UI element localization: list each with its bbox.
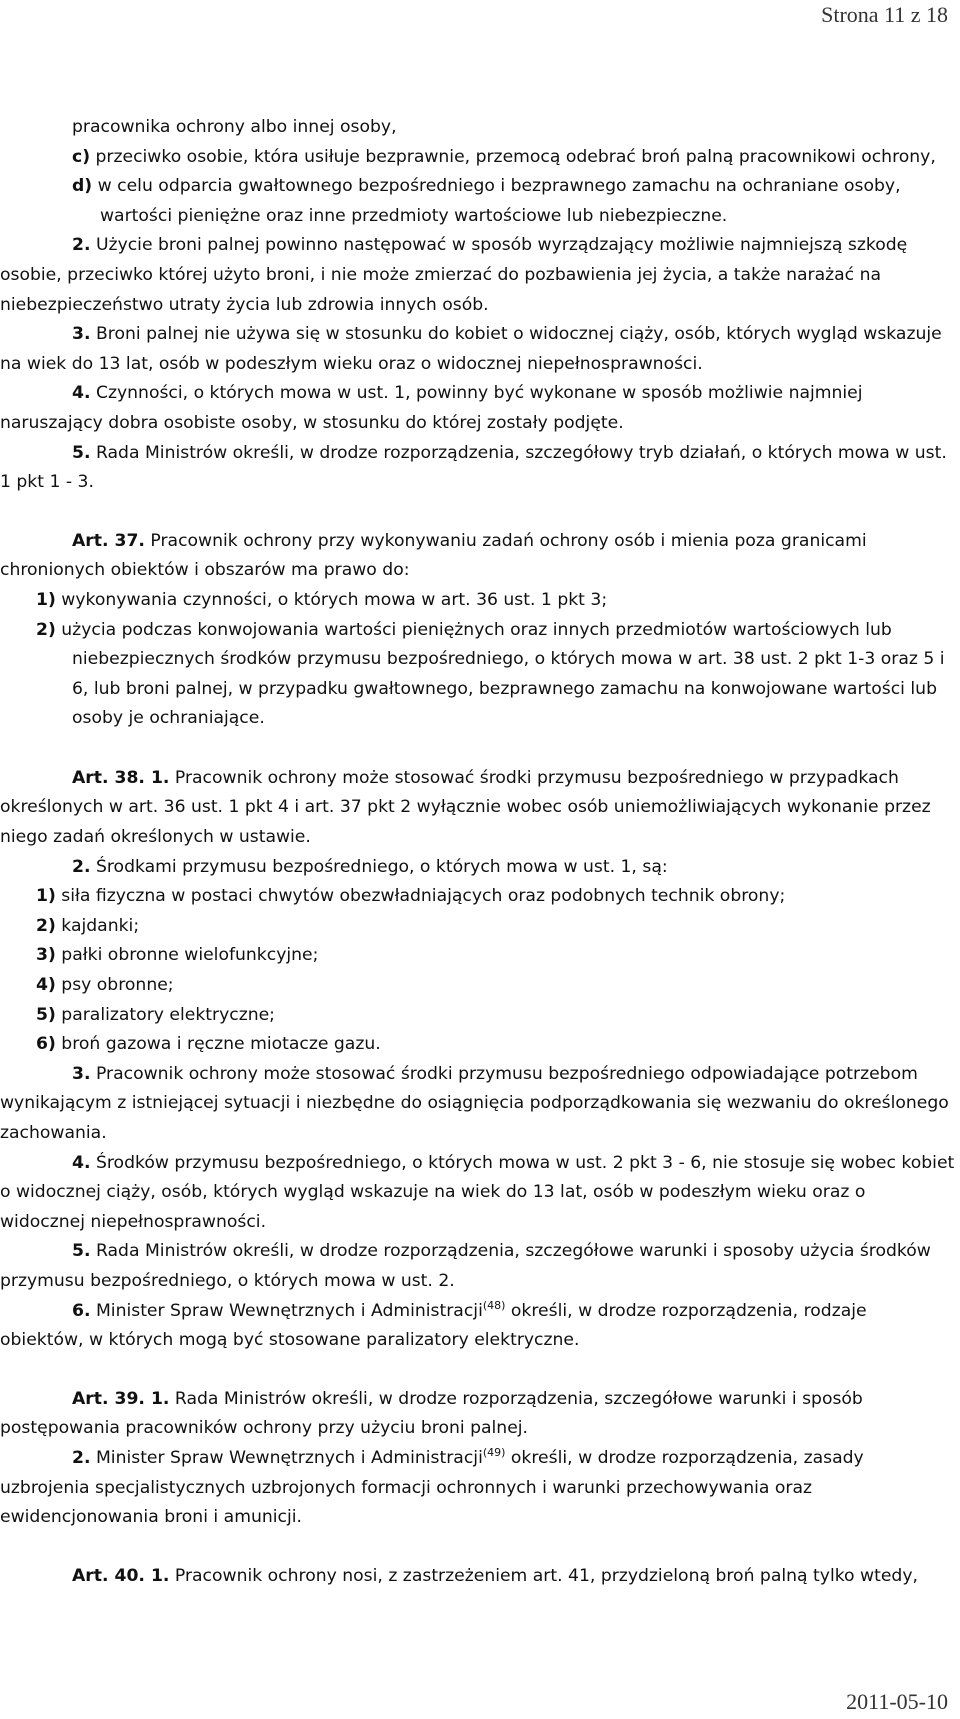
paragraph	[0, 1297, 955, 1356]
item-marker: 1)	[36, 886, 56, 907]
paragraph	[0, 113, 955, 143]
paragraph-text: określi, w drodze rozporządzenia, zasady uzbrojenia specjalistycznych uzbrojonych formacji ochronnych i warunki przechowywania oraz ewidencjonowania broni i amunicji.	[0, 1447, 864, 1528]
item-text: paralizatory elektryczne;	[55, 1004, 275, 1025]
footnote-ref[interactable]: (49)	[482, 1445, 506, 1459]
list-item	[0, 971, 955, 1001]
list-item-letter	[0, 172, 955, 231]
paragraph-text: Pracownik ochrony może stosować środki przymusu bezpośredniego odpowiadające potrzebom wynikającym z istniejącej sytuacji i niezbędne do osiągnięcia podporządkowania się wezwaniu do określonego zachowania.	[0, 1063, 949, 1143]
spacer	[0, 1533, 955, 1562]
article	[0, 527, 955, 586]
paragraph	[0, 439, 955, 498]
list-item	[0, 616, 955, 734]
item-marker: 5)	[36, 1004, 56, 1025]
paragraph-text: określi, w drodze rozporządzenia, rodzaje obiektów, w których mogą być stosowane paralizatory elektryczne.	[0, 1300, 867, 1351]
item-text: psy obronne;	[55, 975, 174, 996]
paragraph-text: Rada Ministrów określi, w drodze rozporządzenia, szczegółowe warunki i sposób postępowania pracowników ochrony przy użyciu broni palnej.	[0, 1388, 863, 1439]
paragraph	[0, 320, 955, 379]
paragraph-text: Pracownik ochrony przy wykonywaniu zadań ochrony osób i mienia poza granicami chronionych obiektów i obszarów ma prawo do:	[0, 530, 867, 581]
item-text: użycia podczas konwojowania wartości pieniężnych oraz innych przedmiotów wartościowych lub niebezpiecznych środków przymusu bezpośredniego, o których mowa w art. 38 ust. 2 pkt 1-3 oraz 5 i 6, lub broni palnej, w przypadku gwałtownego, bezprawnego zamachu na konwojowane wartości lub osoby je ochraniające.	[55, 619, 945, 729]
item-text: siła fizyczna w postaci chwytów obezwładniających oraz podobnych technik obrony;	[55, 886, 786, 907]
paragraph-text: Minister Spraw Wewnętrznych i Administracji	[90, 1300, 483, 1321]
item-marker: 1)	[36, 589, 56, 610]
item-marker: 2)	[36, 619, 56, 640]
item-text: przeciwko osobie, która usiłuje bezprawnie, przemocą odebrać broń palną pracownikowi ochrony,	[90, 146, 936, 167]
item-text: w celu odparcia gwałtownego bezpośredniego i bezprawnego zamachu na ochraniane osoby, wartości pieniężne oraz inne przedmioty wartościowe lub niebezpieczne.	[92, 176, 901, 226]
spacer	[0, 734, 955, 764]
list-item	[0, 941, 955, 971]
paragraph	[0, 1149, 955, 1238]
item-marker: c)	[72, 146, 91, 167]
paragraph-text: Środkami przymusu bezpośredniego, o których mowa w ust. 1, są:	[90, 856, 668, 877]
article	[0, 1562, 955, 1592]
item-marker: 6)	[36, 1034, 56, 1055]
paragraph	[0, 1444, 955, 1533]
paragraph-text: Pracownik ochrony nosi, z zastrzeżeniem art. 41, przydzieloną broń palną tylko wtedy,	[169, 1565, 918, 1586]
paragraph-text: Użycie broni palnej powinno następować w sposób wyrządzający możliwie najmniejszą szkodę osobie, przeciwko której użyto broni, i nie może zmierzać do pozbawienia jej życia, a także narażać na niebezpieczeństwo utraty życia lub zdrowia innych osób.	[0, 235, 908, 315]
list-item	[0, 1030, 955, 1060]
item-text: kajdanki;	[55, 915, 140, 936]
item-marker: 3)	[36, 945, 56, 966]
item-marker: 4)	[36, 975, 56, 996]
section-number: 2.	[72, 856, 91, 877]
list-item-letter	[0, 143, 955, 173]
document-date: 2011-05-10	[846, 1689, 948, 1714]
page-number: Strona 11 z 18	[821, 2, 948, 27]
paragraph	[0, 1060, 955, 1149]
item-marker: d)	[72, 176, 93, 197]
section-number: 6.	[72, 1300, 91, 1321]
paragraph-text: Minister Spraw Wewnętrznych i Administracji	[90, 1447, 483, 1468]
article	[0, 764, 955, 853]
list-item	[0, 1001, 955, 1031]
article-number: Art. 38. 1.	[72, 767, 170, 788]
section-number: 4.	[72, 1152, 91, 1173]
section-number: 2.	[72, 1447, 91, 1468]
paragraph	[0, 379, 955, 438]
paragraph-text: Środków przymusu bezpośredniego, o których mowa w ust. 2 pkt 3 - 6, nie stosuje się wobec kobiet o widocznej ciąży, osób, których wygląd wskazuje na wiek do 13 lat, osób w podeszłym wieku oraz o widocznej niepełnosprawności.	[0, 1152, 955, 1232]
article-number: Art. 40. 1.	[72, 1565, 170, 1586]
section-number: 5.	[72, 442, 91, 463]
list-item	[0, 882, 955, 912]
article-number: Art. 37.	[72, 530, 145, 551]
paragraph	[0, 1237, 955, 1296]
article-number: Art. 39. 1.	[72, 1388, 170, 1409]
section-number: 3.	[72, 1063, 91, 1084]
item-text: broń gazowa i ręczne miotacze gazu.	[55, 1034, 381, 1055]
paragraph-text: Rada Ministrów określi, w drodze rozporządzenia, szczegółowe warunki i sposoby użycia środków przymusu bezpośredniego, o których mowa w ust. 2.	[0, 1241, 931, 1291]
paragraph-text: Pracownik ochrony może stosować środki przymusu bezpośredniego w przypadkach określonych w art. 36 ust. 1 pkt 4 i art. 37 pkt 2 wyłącznie wobec osób uniemożliwiających wykonanie przez niego zadań określonych w ustawie.	[0, 767, 931, 848]
section-number: 4.	[72, 383, 91, 404]
paragraph-text: Rada Ministrów określi, w drodze rozporządzenia, szczegółowy tryb działań, o których mowa w ust. 1 pkt 1 - 3.	[0, 442, 947, 493]
section-number: 2.	[72, 235, 91, 256]
paragraph-text: Broni palnej nie używa się w stosunku do kobiet o widocznej ciąży, osób, których wygląd wskazuje na wiek do 13 lat, osób w podeszłym wieku oraz o widocznej niepełnosprawności.	[0, 324, 942, 374]
paragraph	[0, 853, 955, 883]
section-number: 5.	[72, 1241, 91, 1262]
spacer	[0, 498, 955, 527]
list-item	[0, 912, 955, 942]
section-number: 3.	[72, 324, 91, 345]
list-item	[0, 586, 955, 616]
item-text: wykonywania czynności, o których mowa w art. 36 ust. 1 pkt 3;	[55, 589, 608, 610]
item-text: pałki obronne wielofunkcyjne;	[55, 945, 319, 966]
article	[0, 1385, 955, 1444]
paragraph-text: Czynności, o których mowa w ust. 1, powinny być wykonane w sposób możliwie najmniej naruszający dobra osobiste osoby, w stosunku do której zostały podjęte.	[0, 383, 863, 433]
document-body	[0, 113, 955, 1591]
footnote-ref[interactable]: (48)	[482, 1298, 506, 1312]
item-marker: 2)	[36, 915, 56, 936]
paragraph-text: pracownika ochrony albo innej osoby,	[72, 117, 397, 137]
paragraph	[0, 231, 955, 320]
spacer	[0, 1356, 955, 1385]
